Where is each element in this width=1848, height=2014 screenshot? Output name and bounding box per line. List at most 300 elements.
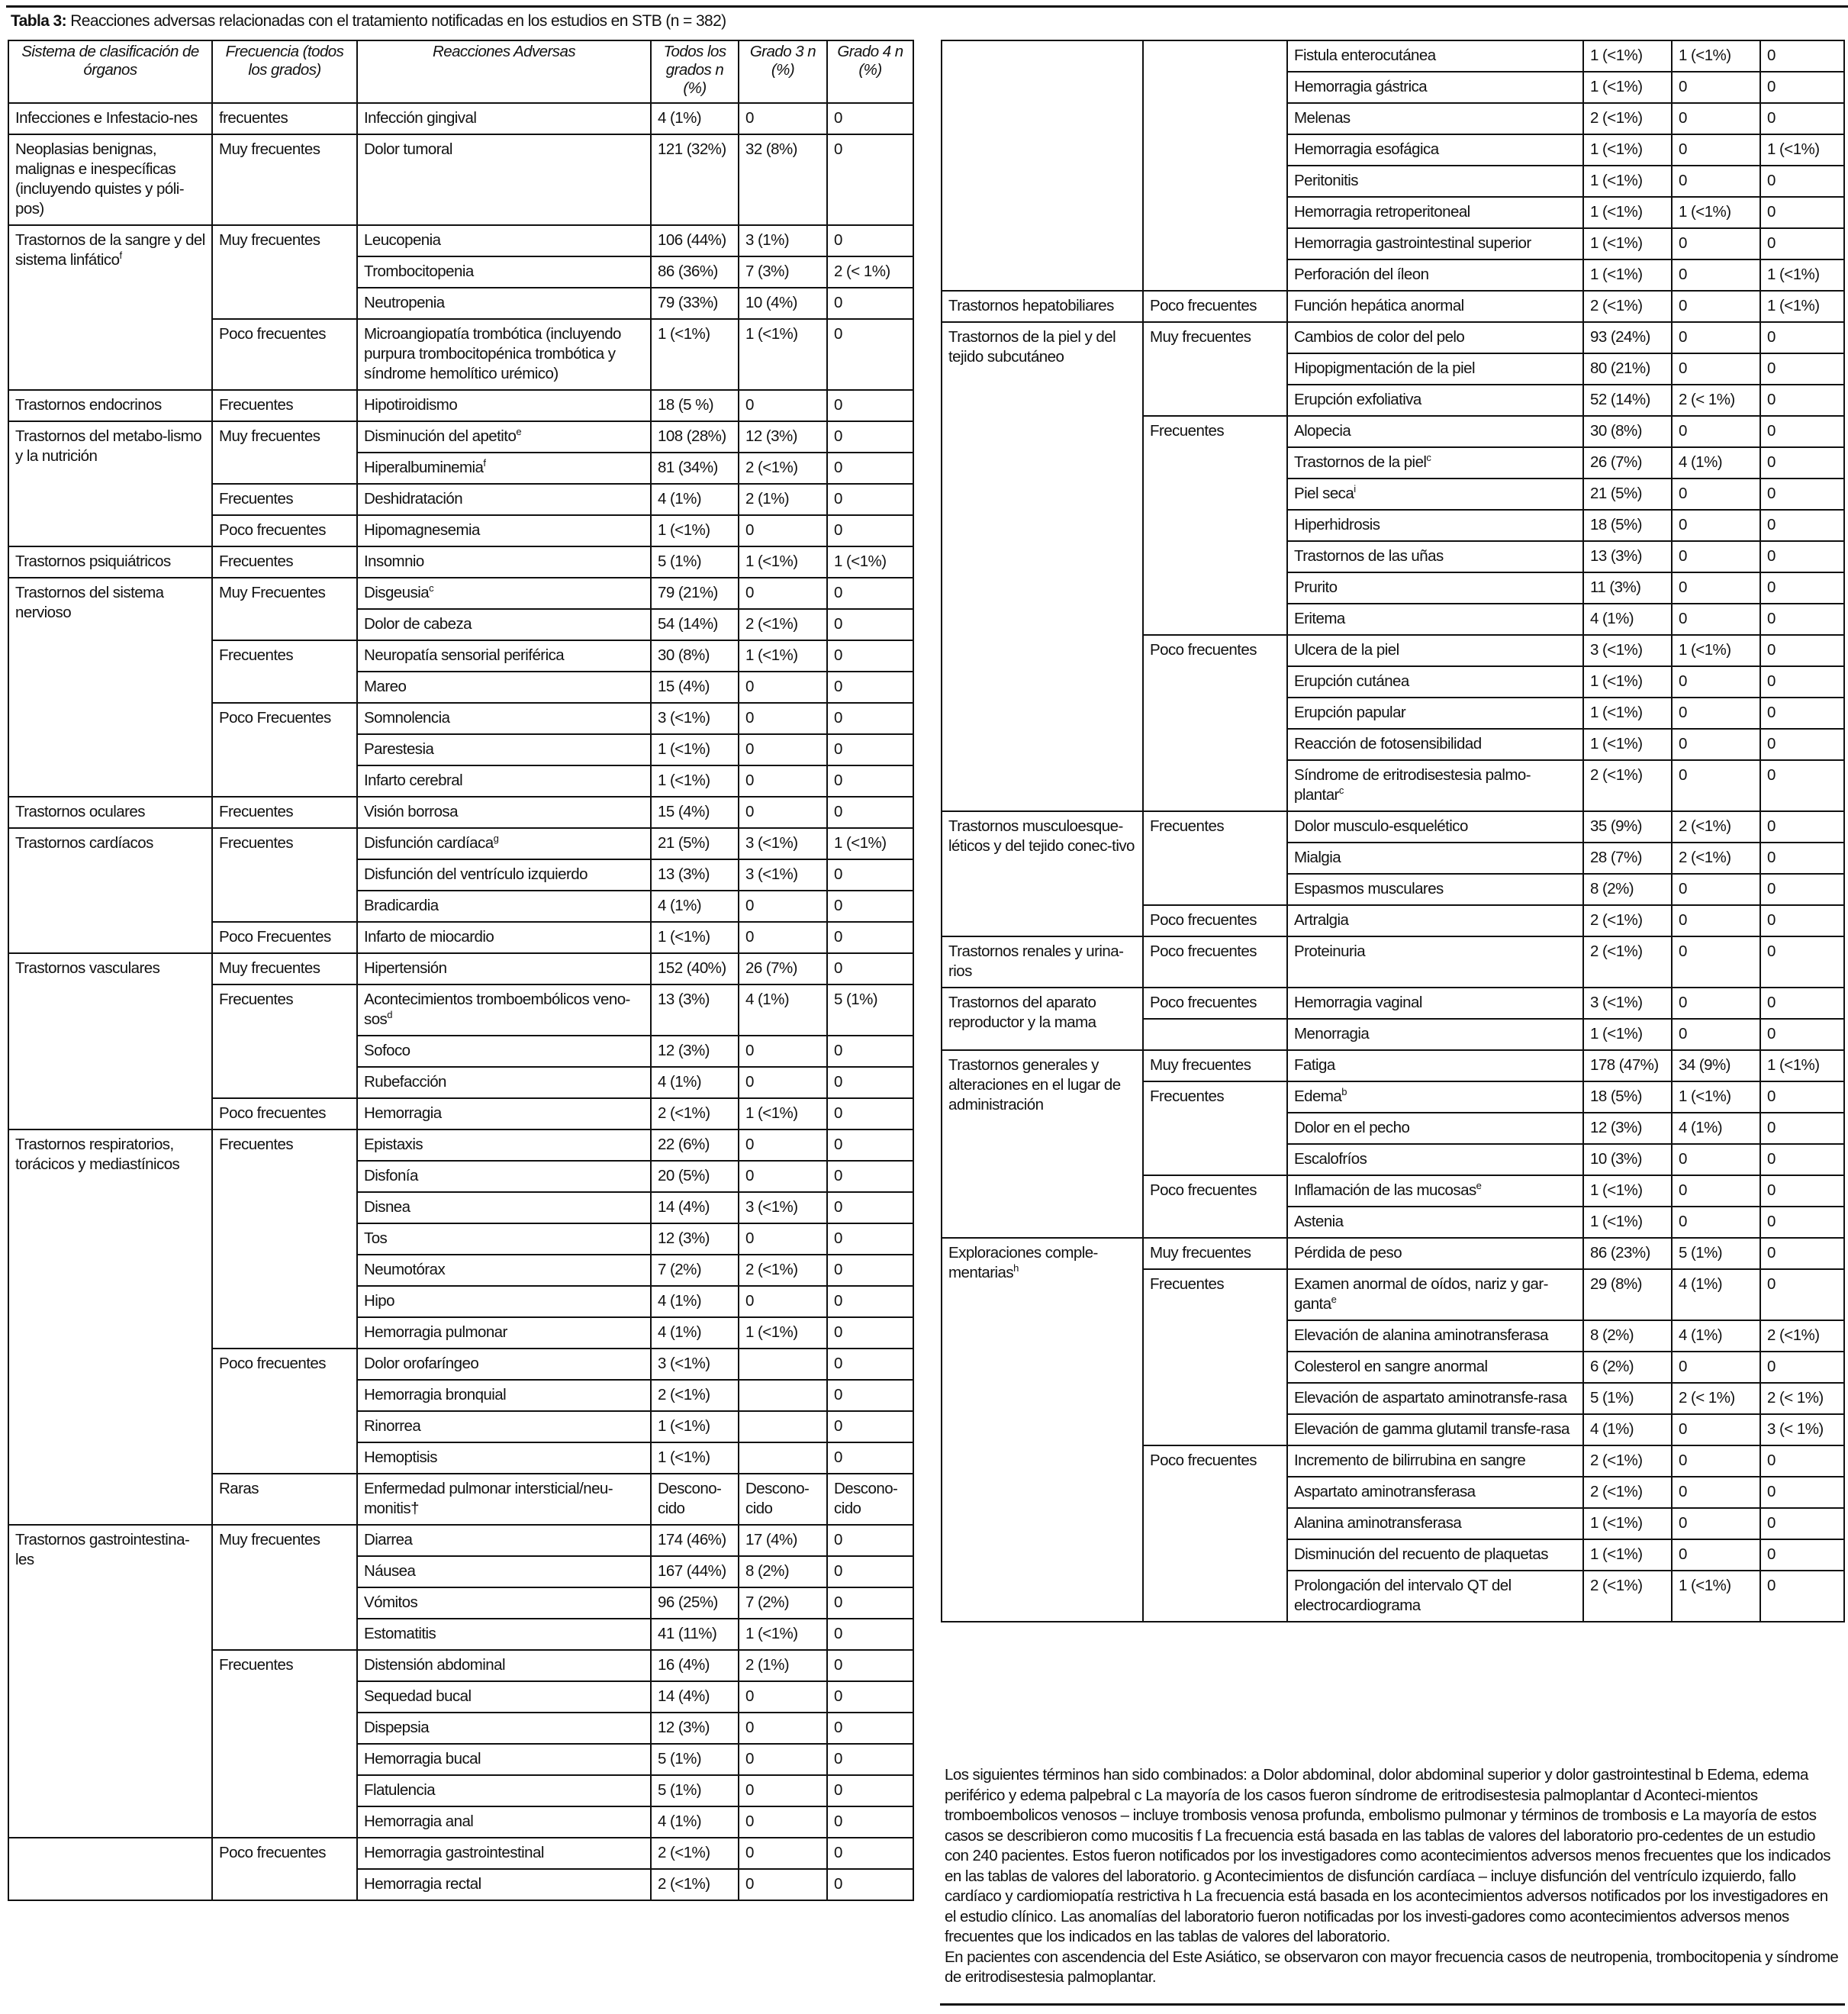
all-grades-cell: 7 (2%) xyxy=(651,1255,739,1286)
frequency-cell: Muy frecuentes xyxy=(212,134,357,225)
reaction-cell xyxy=(357,1838,651,1869)
reaction-label: Alopecia xyxy=(1294,422,1351,440)
reaction-cell xyxy=(357,1775,651,1806)
table-row xyxy=(942,322,1844,353)
grade4-cell: 0 xyxy=(1760,1352,1844,1383)
grade3-cell: 0 xyxy=(1672,228,1760,259)
grade3-cell: 0 xyxy=(1672,936,1760,988)
all-grades-cell: 1 (<1%) xyxy=(1583,729,1672,760)
reaction-cell xyxy=(1287,291,1583,322)
reaction-label: Piel seca xyxy=(1294,485,1354,502)
grade4-cell: 0 xyxy=(827,1619,913,1650)
all-grades-cell: 1 (<1%) xyxy=(651,515,739,546)
frequency-cell: Frecuentes xyxy=(212,390,357,421)
reaction-cell xyxy=(1287,385,1583,416)
all-grades-cell: 2 (<1%) xyxy=(1583,291,1672,322)
reaction-cell xyxy=(357,1650,651,1681)
all-grades-cell: 96 (25%) xyxy=(651,1587,739,1619)
reaction-label: Trombocitopenia xyxy=(364,263,474,280)
reaction-cell xyxy=(357,1474,651,1525)
reaction-cell xyxy=(1287,666,1583,698)
reaction-label: Edema xyxy=(1294,1088,1342,1105)
reaction-label: Microangiopatía trombótica (incluyendo purpura trombocitopénica trombótica y síndrome hemolítico urémico) xyxy=(364,325,621,382)
frequency-cell: Poco frecuentes xyxy=(1143,1445,1287,1622)
reaction-cell xyxy=(357,859,651,891)
grade4-cell: 3 (< 1%) xyxy=(1760,1414,1844,1445)
grade3-cell: 2 (<1%) xyxy=(739,1255,827,1286)
reaction-cell xyxy=(1287,635,1583,666)
grade3-cell: 7 (3%) xyxy=(739,256,827,288)
reaction-label: Hemoptisis xyxy=(364,1448,437,1466)
frequency-cell: Frecuentes xyxy=(212,797,357,828)
grade3-cell: 0 xyxy=(1672,510,1760,541)
all-grades-cell: 167 (44%) xyxy=(651,1556,739,1587)
footnote-marker: b xyxy=(1341,1086,1347,1098)
table-row xyxy=(8,797,913,828)
grade3-cell: 4 (1%) xyxy=(1672,1113,1760,1144)
reaction-cell xyxy=(357,984,651,1036)
grade4-cell: 1 (<1%) xyxy=(1760,134,1844,166)
reaction-label: Inflamación de las mucosas xyxy=(1294,1181,1476,1199)
grade3-cell: 0 xyxy=(739,1286,827,1317)
reaction-cell xyxy=(1287,166,1583,197)
grade3-cell xyxy=(739,1411,827,1442)
reaction-label: Mareo xyxy=(364,678,407,695)
grade4-cell: 0 xyxy=(827,1775,913,1806)
all-grades-cell: 12 (3%) xyxy=(651,1223,739,1255)
reaction-label: Acontecimientos tromboembólicos veno-sos xyxy=(364,991,630,1028)
organ-system-cell xyxy=(8,390,212,421)
all-grades-cell: 35 (9%) xyxy=(1583,811,1672,843)
grade3-cell: 3 (<1%) xyxy=(739,1192,827,1223)
reaction-label: Elevación de gamma glutamil transfe-rasa xyxy=(1294,1420,1570,1438)
reaction-cell xyxy=(357,103,651,134)
footnote-marker: f xyxy=(483,457,486,469)
grade4-cell: 0 xyxy=(1760,666,1844,698)
reaction-label: Hipertensión xyxy=(364,959,447,977)
footnote-marker: e xyxy=(1331,1294,1337,1306)
all-grades-cell: 4 (1%) xyxy=(651,103,739,134)
all-grades-cell: 1 (<1%) xyxy=(1583,134,1672,166)
grade3-cell: 0 xyxy=(1672,166,1760,197)
grade3-cell: 0 xyxy=(739,578,827,609)
all-grades-cell: 2 (<1%) xyxy=(651,1098,739,1129)
reaction-cell xyxy=(357,797,651,828)
reaction-cell xyxy=(1287,1477,1583,1508)
table-row xyxy=(942,291,1844,322)
reaction-cell xyxy=(1287,874,1583,905)
grade4-cell: 0 xyxy=(827,1681,913,1713)
reaction-label: Hiperhidrosis xyxy=(1294,516,1380,533)
grade4-cell: 0 xyxy=(827,1317,913,1349)
reaction-label: Hemorragia esofágica xyxy=(1294,140,1439,158)
grade3-cell: 1 (<1%) xyxy=(1672,1081,1760,1113)
reaction-label: Escalofríos xyxy=(1294,1150,1367,1168)
reaction-cell xyxy=(1287,1414,1583,1445)
frequency-cell: Frecuentes xyxy=(212,546,357,578)
all-grades-cell: 30 (8%) xyxy=(651,640,739,672)
grade4-cell: 0 xyxy=(1760,905,1844,936)
reaction-cell xyxy=(357,546,651,578)
all-grades-cell: 13 (3%) xyxy=(1583,541,1672,572)
reaction-label: Hemorragia vaginal xyxy=(1294,994,1422,1011)
reaction-label: Bradicardia xyxy=(364,897,439,914)
reaction-label: Incremento de bilirrubina en sangre xyxy=(1294,1452,1526,1469)
organ-system-cell xyxy=(8,797,212,828)
reaction-cell xyxy=(357,1380,651,1411)
all-grades-cell: 1 (<1%) xyxy=(1583,1019,1672,1050)
header-row xyxy=(8,40,913,103)
reaction-cell xyxy=(357,672,651,703)
reaction-label: Visión borrosa xyxy=(364,803,458,820)
reaction-cell xyxy=(357,515,651,546)
grade4-cell: 0 xyxy=(827,672,913,703)
grade3-cell: 4 (1%) xyxy=(1672,1269,1760,1320)
reaction-label: Fatiga xyxy=(1294,1056,1335,1074)
grade4-cell: 0 xyxy=(827,103,913,134)
all-grades-cell: 1 (<1%) xyxy=(1583,666,1672,698)
grade4-cell: 0 xyxy=(1760,1144,1844,1175)
reaction-cell xyxy=(1287,353,1583,385)
reaction-label: Hipopigmentación de la piel xyxy=(1294,359,1476,377)
grade4-cell: 0 xyxy=(827,515,913,546)
grade4-cell: 0 xyxy=(827,640,913,672)
grade4-cell: 0 xyxy=(1760,447,1844,479)
grade3-cell: 0 xyxy=(739,1869,827,1900)
organ-system-label: Trastornos hepatobiliares xyxy=(948,297,1114,314)
all-grades-cell: 1 (<1%) xyxy=(1583,40,1672,72)
grade3-cell: 1 (<1%) xyxy=(739,1317,827,1349)
reaction-cell xyxy=(357,453,651,484)
all-grades-cell: 178 (47%) xyxy=(1583,1050,1672,1081)
reaction-label: Menorragia xyxy=(1294,1025,1370,1042)
grade3-cell: 0 xyxy=(739,1161,827,1192)
grade3-cell: Descono-cido xyxy=(739,1474,827,1525)
grade3-cell: 0 xyxy=(739,1744,827,1775)
grade4-cell: 0 xyxy=(1760,572,1844,604)
grade4-cell: 2 (< 1%) xyxy=(827,256,913,288)
reaction-cell xyxy=(1287,228,1583,259)
reaction-cell xyxy=(1287,479,1583,510)
reaction-label: Disnea xyxy=(364,1198,410,1216)
all-grades-cell: 5 (1%) xyxy=(1583,1383,1672,1414)
grade3-cell: 8 (2%) xyxy=(739,1556,827,1587)
reaction-cell xyxy=(1287,1113,1583,1144)
frequency-cell: Poco frecuentes xyxy=(1143,905,1287,936)
grade4-cell: 0 xyxy=(1760,698,1844,729)
reaction-cell xyxy=(1287,72,1583,103)
grade3-cell: 3 (<1%) xyxy=(739,828,827,859)
reaction-label: Alanina aminotransferasa xyxy=(1294,1514,1462,1532)
all-grades-cell: 4 (1%) xyxy=(651,891,739,922)
table-row xyxy=(942,811,1844,843)
grade4-cell: 0 xyxy=(1760,1269,1844,1320)
all-grades-cell: 14 (4%) xyxy=(651,1681,739,1713)
grade3-cell: 12 (3%) xyxy=(739,421,827,453)
reaction-label: Melenas xyxy=(1294,109,1351,127)
reaction-cell xyxy=(357,288,651,319)
grade3-cell: 0 xyxy=(1672,1414,1760,1445)
grade3-cell: 2 (<1%) xyxy=(739,453,827,484)
grade3-cell: 0 xyxy=(1672,259,1760,291)
reaction-label: Aspartato aminotransferasa xyxy=(1294,1483,1476,1500)
col-header-grade4: Grado 4 n (%) xyxy=(827,40,913,103)
reaction-label: Hipomagnesemia xyxy=(364,521,480,539)
grade4-cell: 1 (<1%) xyxy=(1760,1050,1844,1081)
grade4-cell: 0 xyxy=(1760,604,1844,635)
all-grades-cell: 14 (4%) xyxy=(651,1192,739,1223)
reaction-cell xyxy=(1287,1445,1583,1477)
reaction-label: Neuropatía sensorial periférica xyxy=(364,646,565,664)
all-grades-cell: 2 (<1%) xyxy=(1583,1445,1672,1477)
reaction-label: Rinorrea xyxy=(364,1417,421,1435)
reaction-label: Neumotórax xyxy=(364,1261,446,1278)
organ-system-label: Trastornos gastrointestina-les xyxy=(15,1531,190,1568)
grade3-cell: 0 xyxy=(1672,1445,1760,1477)
reaction-label: Mialgia xyxy=(1294,849,1341,866)
all-grades-cell: 108 (28%) xyxy=(651,421,739,453)
all-grades-cell: 18 (5%) xyxy=(1583,1081,1672,1113)
grade4-cell: 0 xyxy=(827,1411,913,1442)
reaction-label: Dolor musculo-esquelético xyxy=(1294,817,1468,835)
footnote-marker: d xyxy=(387,1009,392,1021)
grade3-cell: 17 (4%) xyxy=(739,1525,827,1556)
grade3-cell: 0 xyxy=(739,734,827,765)
organ-system-label: Trastornos oculares xyxy=(15,803,145,820)
reaction-cell xyxy=(1287,1207,1583,1238)
frequency-cell: Muy frecuentes xyxy=(1143,1238,1287,1269)
grade4-cell: 0 xyxy=(827,319,913,390)
organ-system-label: Trastornos de la sangre y del sistema linfático xyxy=(15,231,205,269)
grade4-cell: 0 xyxy=(827,1380,913,1411)
grade4-cell: 0 xyxy=(1760,1445,1844,1477)
reaction-cell xyxy=(357,1129,651,1161)
grade3-cell: 0 xyxy=(1672,479,1760,510)
organ-system-label: Trastornos cardíacos xyxy=(15,834,153,852)
frequency-cell: Poco frecuentes xyxy=(212,515,357,546)
all-grades-cell: 2 (<1%) xyxy=(1583,905,1672,936)
all-grades-cell: 2 (<1%) xyxy=(651,1869,739,1900)
col-header-frequency: Frecuencia (todos los grados) xyxy=(212,40,357,103)
grade4-cell: 0 xyxy=(1760,1477,1844,1508)
reaction-label: Disfunción del ventrículo izquierdo xyxy=(364,865,588,883)
all-grades-cell: 2 (<1%) xyxy=(1583,936,1672,988)
grade4-cell: 2 (< 1%) xyxy=(1760,1383,1844,1414)
grade3-cell: 2 (<1%) xyxy=(1672,811,1760,843)
reaction-label: Función hepática anormal xyxy=(1294,297,1464,314)
organ-system-label: Exploraciones comple-mentarias xyxy=(948,1244,1098,1281)
frequency-cell: Frecuentes xyxy=(212,1650,357,1838)
frequency-cell: Frecuentes xyxy=(212,640,357,703)
table-row xyxy=(8,1838,913,1869)
all-grades-cell: 80 (21%) xyxy=(1583,353,1672,385)
reaction-label: Reacción de fotosensibilidad xyxy=(1294,735,1482,752)
grade4-cell: 0 xyxy=(1760,1175,1844,1207)
grade3-cell: 2 (< 1%) xyxy=(1672,385,1760,416)
organ-system-label: Trastornos de la piel y del tejido subcutáneo xyxy=(948,328,1116,366)
grade3-cell: 0 xyxy=(1672,988,1760,1019)
organ-system-cell xyxy=(942,988,1143,1050)
grade4-cell: 0 xyxy=(1760,353,1844,385)
grade4-cell: 0 xyxy=(1760,1113,1844,1144)
reaction-cell xyxy=(1287,698,1583,729)
all-grades-cell: 54 (14%) xyxy=(651,609,739,640)
grade3-cell: 0 xyxy=(739,922,827,953)
reaction-cell xyxy=(357,1067,651,1098)
grade3-cell: 0 xyxy=(1672,1539,1760,1571)
grade3-cell: 0 xyxy=(1672,291,1760,322)
organ-system-cell xyxy=(942,322,1143,811)
organ-system-label: Trastornos del aparato reproductor y la mama xyxy=(948,994,1096,1031)
grade3-cell: 0 xyxy=(1672,416,1760,447)
reaction-label: Trastornos de las uñas xyxy=(1294,547,1444,565)
grade4-cell: 0 xyxy=(827,1255,913,1286)
grade4-cell: 0 xyxy=(827,1838,913,1869)
grade4-cell: 0 xyxy=(827,859,913,891)
frequency-cell xyxy=(1143,1019,1287,1050)
grade3-cell: 0 xyxy=(1672,134,1760,166)
reaction-cell xyxy=(357,891,651,922)
all-grades-cell: 4 (1%) xyxy=(651,1067,739,1098)
grade3-cell: 0 xyxy=(1672,541,1760,572)
grade3-cell: 26 (7%) xyxy=(739,953,827,984)
reaction-label: Diarrea xyxy=(364,1531,413,1548)
reaction-cell xyxy=(1287,134,1583,166)
reaction-label: Disminución del recuento de plaquetas xyxy=(1294,1545,1548,1563)
all-grades-cell: 10 (3%) xyxy=(1583,1144,1672,1175)
all-grades-cell: 2 (<1%) xyxy=(651,1838,739,1869)
reaction-cell xyxy=(1287,1571,1583,1622)
reaction-cell xyxy=(357,1411,651,1442)
all-grades-cell: 1 (<1%) xyxy=(1583,197,1672,228)
organ-system-label: Trastornos endocrinos xyxy=(15,396,162,414)
footnote-marker: c xyxy=(1426,452,1431,464)
all-grades-cell: 29 (8%) xyxy=(1583,1269,1672,1320)
grade3-cell: 2 (1%) xyxy=(739,1650,827,1681)
reaction-label: Hipotiroidismo xyxy=(364,396,458,414)
grade3-cell: 2 (< 1%) xyxy=(1672,1383,1760,1414)
footnote-marker: i xyxy=(1354,483,1356,495)
all-grades-cell: 2 (<1%) xyxy=(1583,103,1672,134)
reaction-label: Hemorragia gastrointestinal superior xyxy=(1294,234,1531,252)
grade3-cell: 0 xyxy=(1672,72,1760,103)
reaction-cell xyxy=(1287,1508,1583,1539)
grade3-cell: 3 (1%) xyxy=(739,225,827,256)
reaction-cell xyxy=(357,390,651,421)
grade4-cell: 0 xyxy=(1760,40,1844,72)
reaction-cell xyxy=(357,484,651,515)
all-grades-cell: 13 (3%) xyxy=(651,984,739,1036)
grade3-cell: 0 xyxy=(1672,1508,1760,1539)
all-grades-cell: 22 (6%) xyxy=(651,1129,739,1161)
reaction-cell xyxy=(357,1713,651,1744)
reaction-label: Dolor orofaríngeo xyxy=(364,1355,479,1372)
grade3-cell: 0 xyxy=(739,1036,827,1067)
reaction-cell xyxy=(1287,197,1583,228)
reaction-label: Hemorragia retroperitoneal xyxy=(1294,203,1470,221)
reaction-label: Hemorragia gástrica xyxy=(1294,78,1428,95)
reaction-label: Dolor de cabeza xyxy=(364,615,472,633)
grade4-cell: 0 xyxy=(1760,1238,1844,1269)
grade3-cell: 0 xyxy=(739,1775,827,1806)
organ-system-label: Trastornos musculoesque-léticos y del tejido conec-tivo xyxy=(948,817,1135,855)
table-row xyxy=(942,988,1844,1019)
grade3-cell: 3 (<1%) xyxy=(739,859,827,891)
col-header-all-grades: Todos los grados n (%) xyxy=(651,40,739,103)
reaction-label: Dispepsia xyxy=(364,1719,430,1736)
reaction-label: Erupción exfoliativa xyxy=(1294,391,1421,408)
table-row xyxy=(8,546,913,578)
grade4-cell: 0 xyxy=(1760,1508,1844,1539)
reaction-cell xyxy=(357,421,651,453)
grade4-cell: 0 xyxy=(827,797,913,828)
grade3-cell: 0 xyxy=(739,515,827,546)
reaction-cell xyxy=(1287,905,1583,936)
grade4-cell: 0 xyxy=(1760,72,1844,103)
reaction-label: Flatulencia xyxy=(364,1781,436,1799)
all-grades-cell: 12 (3%) xyxy=(1583,1113,1672,1144)
reaction-cell xyxy=(357,1619,651,1650)
frequency-cell: Muy frecuentes xyxy=(1143,322,1287,416)
frequency-cell: Raras xyxy=(212,1474,357,1525)
grade4-cell: 0 xyxy=(827,484,913,515)
all-grades-cell: 1 (<1%) xyxy=(651,922,739,953)
reaction-label: Hemorragia bronquial xyxy=(364,1386,507,1403)
all-grades-cell: 79 (21%) xyxy=(651,578,739,609)
grade3-cell xyxy=(739,1442,827,1474)
reaction-label: Sequedad bucal xyxy=(364,1687,472,1705)
footnote-marker: f xyxy=(119,250,122,262)
all-grades-cell: Descono-cido xyxy=(651,1474,739,1525)
reaction-cell xyxy=(357,1349,651,1380)
all-grades-cell: 5 (1%) xyxy=(651,546,739,578)
grade4-cell: 0 xyxy=(1760,1539,1844,1571)
reaction-cell xyxy=(1287,447,1583,479)
grade4-cell: 0 xyxy=(827,1587,913,1619)
reaction-label: Trastornos de la piel xyxy=(1294,453,1427,471)
grade4-cell: 0 xyxy=(827,1525,913,1556)
organ-system-cell xyxy=(8,546,212,578)
reaction-label: Infarto de miocardio xyxy=(364,928,494,946)
reaction-label: Disfunción cardíaca xyxy=(364,834,494,852)
grade3-cell: 0 xyxy=(739,1713,827,1744)
grade4-cell: 0 xyxy=(1760,385,1844,416)
all-grades-cell: 4 (1%) xyxy=(1583,1414,1672,1445)
reaction-label: Hiperalbuminemia xyxy=(364,459,484,476)
all-grades-cell: 1 (<1%) xyxy=(1583,166,1672,197)
reaction-cell xyxy=(357,1587,651,1619)
grade4-cell: 0 xyxy=(1760,1207,1844,1238)
reaction-label: Espasmos musculares xyxy=(1294,880,1444,897)
grade3-cell: 0 xyxy=(1672,729,1760,760)
reaction-label: Pérdida de peso xyxy=(1294,1244,1402,1262)
organ-system-cell xyxy=(942,811,1143,936)
footnotes xyxy=(945,1765,1841,1988)
grade4-cell: 0 xyxy=(1760,197,1844,228)
all-grades-cell: 12 (3%) xyxy=(651,1036,739,1067)
grade3-cell: 0 xyxy=(739,891,827,922)
reaction-label: Parestesia xyxy=(364,740,434,758)
reaction-label: Ulcera de la piel xyxy=(1294,641,1399,659)
reaction-label: Hemorragia bucal xyxy=(364,1750,481,1767)
grade4-cell: 0 xyxy=(827,734,913,765)
table-row xyxy=(942,936,1844,988)
grade4-cell: 5 (1%) xyxy=(827,984,913,1036)
grade4-cell: 0 xyxy=(1760,1081,1844,1113)
all-grades-cell: 5 (1%) xyxy=(651,1775,739,1806)
grade3-cell: 0 xyxy=(1672,666,1760,698)
grade4-cell: 0 xyxy=(827,453,913,484)
